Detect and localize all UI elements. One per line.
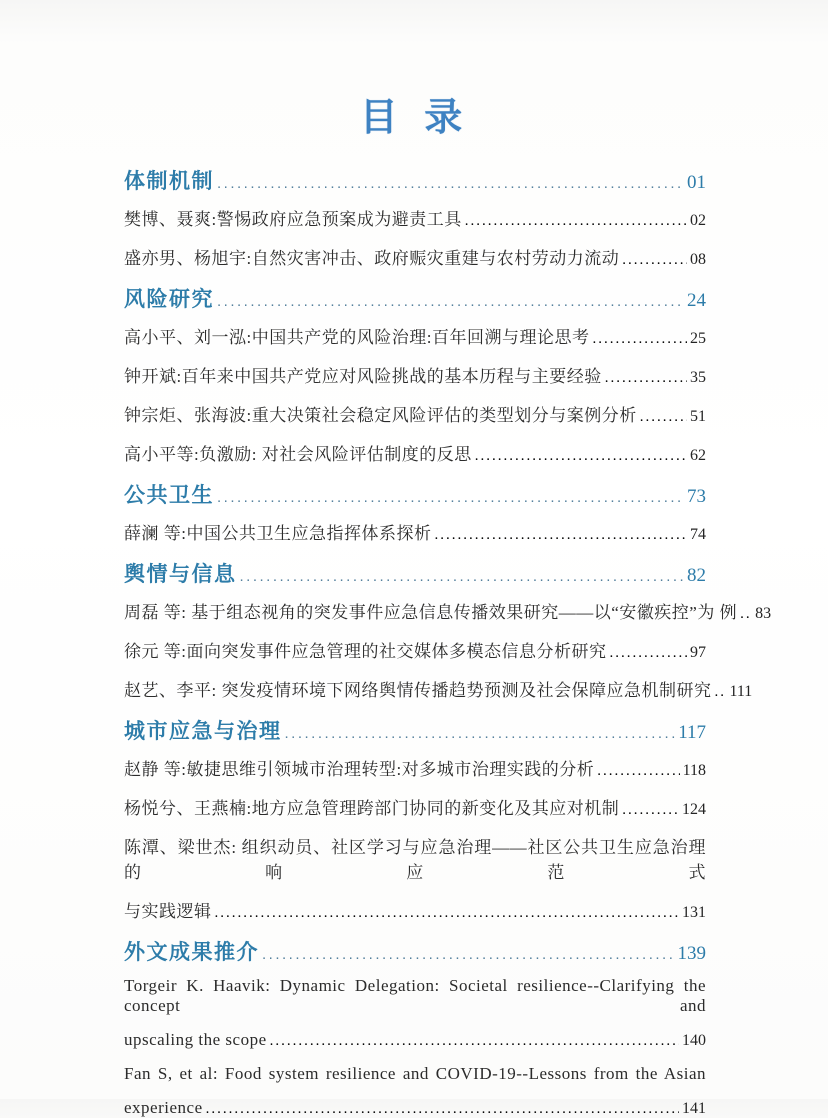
section-heading[interactable] [124, 165, 706, 195]
section-label: 公共卫生 [124, 484, 214, 507]
entry-last-line [124, 637, 706, 662]
entry-last-line [124, 205, 706, 230]
section-page-number: 117 [678, 722, 706, 743]
toc-entry[interactable] [124, 1064, 706, 1118]
dot-leader [217, 489, 684, 507]
toc-entry[interactable] [124, 794, 706, 819]
toc-section [124, 283, 706, 465]
section-heading[interactable] [124, 715, 706, 745]
entry-page-number: 51 [690, 408, 706, 425]
entry-page-number: 111 [729, 683, 753, 700]
section-heading[interactable] [124, 479, 706, 509]
dot-leader [475, 447, 687, 465]
entry-text: 周磊 等: 基于组态视角的突发事件应急信息传播效果研究——以“安徽疾控”为 例 [124, 603, 738, 622]
dot-leader [597, 762, 679, 780]
section-label: 风险研究 [124, 288, 214, 311]
dot-leader [240, 568, 685, 586]
section-heading[interactable] [124, 283, 706, 313]
dot-leader [217, 175, 684, 193]
toc-entry[interactable] [124, 519, 706, 544]
section-page-number: 73 [687, 486, 706, 507]
entry-last-line [124, 519, 706, 544]
entry-page-number: 08 [690, 251, 706, 268]
entry-last-line [124, 598, 772, 623]
toc-entry[interactable] [124, 676, 753, 701]
entry-page-number: 25 [690, 330, 706, 347]
toc-entry[interactable] [124, 755, 706, 780]
entry-text: experience [124, 1098, 203, 1117]
entry-page-number: 124 [682, 801, 706, 818]
toc-entry[interactable] [124, 244, 706, 269]
section-heading[interactable] [124, 558, 706, 588]
entry-last-line [124, 755, 706, 780]
dot-leader [465, 212, 687, 230]
entry-text: 樊博、聂爽:警惕政府应急预案成为避责工具 [124, 210, 462, 229]
toc-entry[interactable] [124, 637, 706, 662]
dot-leader [605, 369, 687, 387]
toc-entry[interactable] [124, 440, 706, 465]
entry-text: 盛亦男、杨旭宇:自然灾害冲击、政府赈灾重建与农村劳动力流动 [124, 249, 620, 268]
entry-page-number: 97 [690, 644, 706, 661]
entry-last-line [124, 794, 706, 819]
toc-entry[interactable] [124, 362, 706, 387]
entry-text: 与实践逻辑 [124, 902, 212, 921]
section-page-number: 139 [677, 943, 706, 964]
dot-leader [640, 408, 687, 426]
entry-last-line [124, 244, 706, 269]
toc-entry[interactable] [124, 833, 706, 922]
entry-text: 高小平、刘一泓:中国共产党的风险治理:百年回溯与理论思考 [124, 328, 590, 347]
entry-page-number: 35 [690, 369, 706, 386]
entry-page-number: 141 [682, 1100, 706, 1117]
entry-text: 赵静 等:敏捷思维引领城市治理转型:对多城市治理实践的分析 [124, 760, 595, 779]
entry-text-line: Torgeir K. Haavik: Dynamic Delegation: Societal resilience--Clarifying the concept and [124, 976, 706, 1015]
toc-list [124, 165, 772, 1118]
dot-leader [740, 605, 752, 623]
entry-text: 钟开斌:百年来中国共产党应对风险挑战的基本历程与主要经验 [124, 367, 602, 386]
entry-text-line: Fan S, et al: Food system resilience and COVID-19--Lessons from the Asian [124, 1064, 706, 1083]
entry-page-number: 02 [690, 212, 706, 229]
section-page-number: 24 [687, 290, 706, 311]
dot-leader [609, 644, 687, 662]
entry-page-number: 74 [690, 526, 706, 543]
dot-leader [215, 904, 680, 922]
toc-entry[interactable] [124, 976, 706, 1050]
dot-leader [622, 801, 679, 819]
section-label: 体制机制 [124, 170, 214, 193]
entry-text: 薛澜 等:中国公共卫生应急指挥体系探析 [124, 524, 432, 543]
entry-text-line: 陈潭、梁世杰: 组织动员、社区学习与应急治理——社区公共卫生应急治理的响应范式 [124, 838, 706, 882]
dot-leader [434, 526, 687, 544]
entry-text: 杨悦兮、王燕楠:地方应急管理跨部门协同的新变化及其应对机制 [124, 799, 620, 818]
entry-page-number: 131 [682, 904, 706, 921]
page-title: 目 录 [359, 97, 471, 139]
toc-section [124, 479, 706, 544]
entry-last-line [124, 401, 706, 426]
toc-section [124, 165, 706, 269]
entry-last-line [124, 1098, 706, 1118]
entry-page-number: 83 [755, 605, 772, 622]
entry-page-number: 140 [682, 1032, 706, 1049]
dot-leader [285, 725, 676, 743]
entry-last-line [124, 362, 706, 387]
dot-leader [217, 293, 684, 311]
entry-text: 徐元 等:面向突发事件应急管理的社交媒体多模态信息分析研究 [124, 642, 607, 661]
dot-leader [592, 330, 687, 348]
entry-page-number: 118 [682, 762, 706, 779]
entry-page-number: 62 [690, 447, 706, 464]
dot-leader [270, 1032, 679, 1050]
section-page-number: 01 [687, 172, 706, 193]
entry-text: upscaling the scope [124, 1030, 267, 1049]
section-label: 外文成果推介 [124, 941, 259, 964]
dot-leader [622, 251, 687, 269]
toc-section [124, 715, 706, 922]
entry-text: 钟宗炬、张海波:重大决策社会稳定风险评估的类型划分与案例分析 [124, 406, 637, 425]
dot-leader [262, 946, 675, 964]
toc-entry[interactable] [124, 401, 706, 426]
toc-entry[interactable] [124, 205, 706, 230]
entry-last-line [124, 676, 753, 701]
section-label: 舆情与信息 [124, 563, 237, 586]
section-heading[interactable] [124, 936, 706, 966]
toc-section [124, 558, 772, 701]
entry-text: 高小平等:负激励: 对社会风险评估制度的反思 [124, 445, 472, 464]
entry-last-line [124, 1030, 706, 1050]
entry-last-line [124, 323, 706, 348]
section-page-number: 82 [687, 565, 706, 586]
entry-text: 赵艺、李平: 突发疫情环境下网络舆情传播趋势预测及社会保障应急机制研究 [124, 681, 712, 700]
dot-leader [714, 683, 726, 701]
entry-last-line [124, 440, 706, 465]
toc-entry[interactable] [124, 598, 772, 623]
entry-last-line [124, 897, 706, 922]
toc-entry[interactable] [124, 323, 706, 348]
section-label: 城市应急与治理 [124, 720, 282, 743]
toc-section [124, 936, 706, 1118]
dot-leader [206, 1100, 679, 1118]
